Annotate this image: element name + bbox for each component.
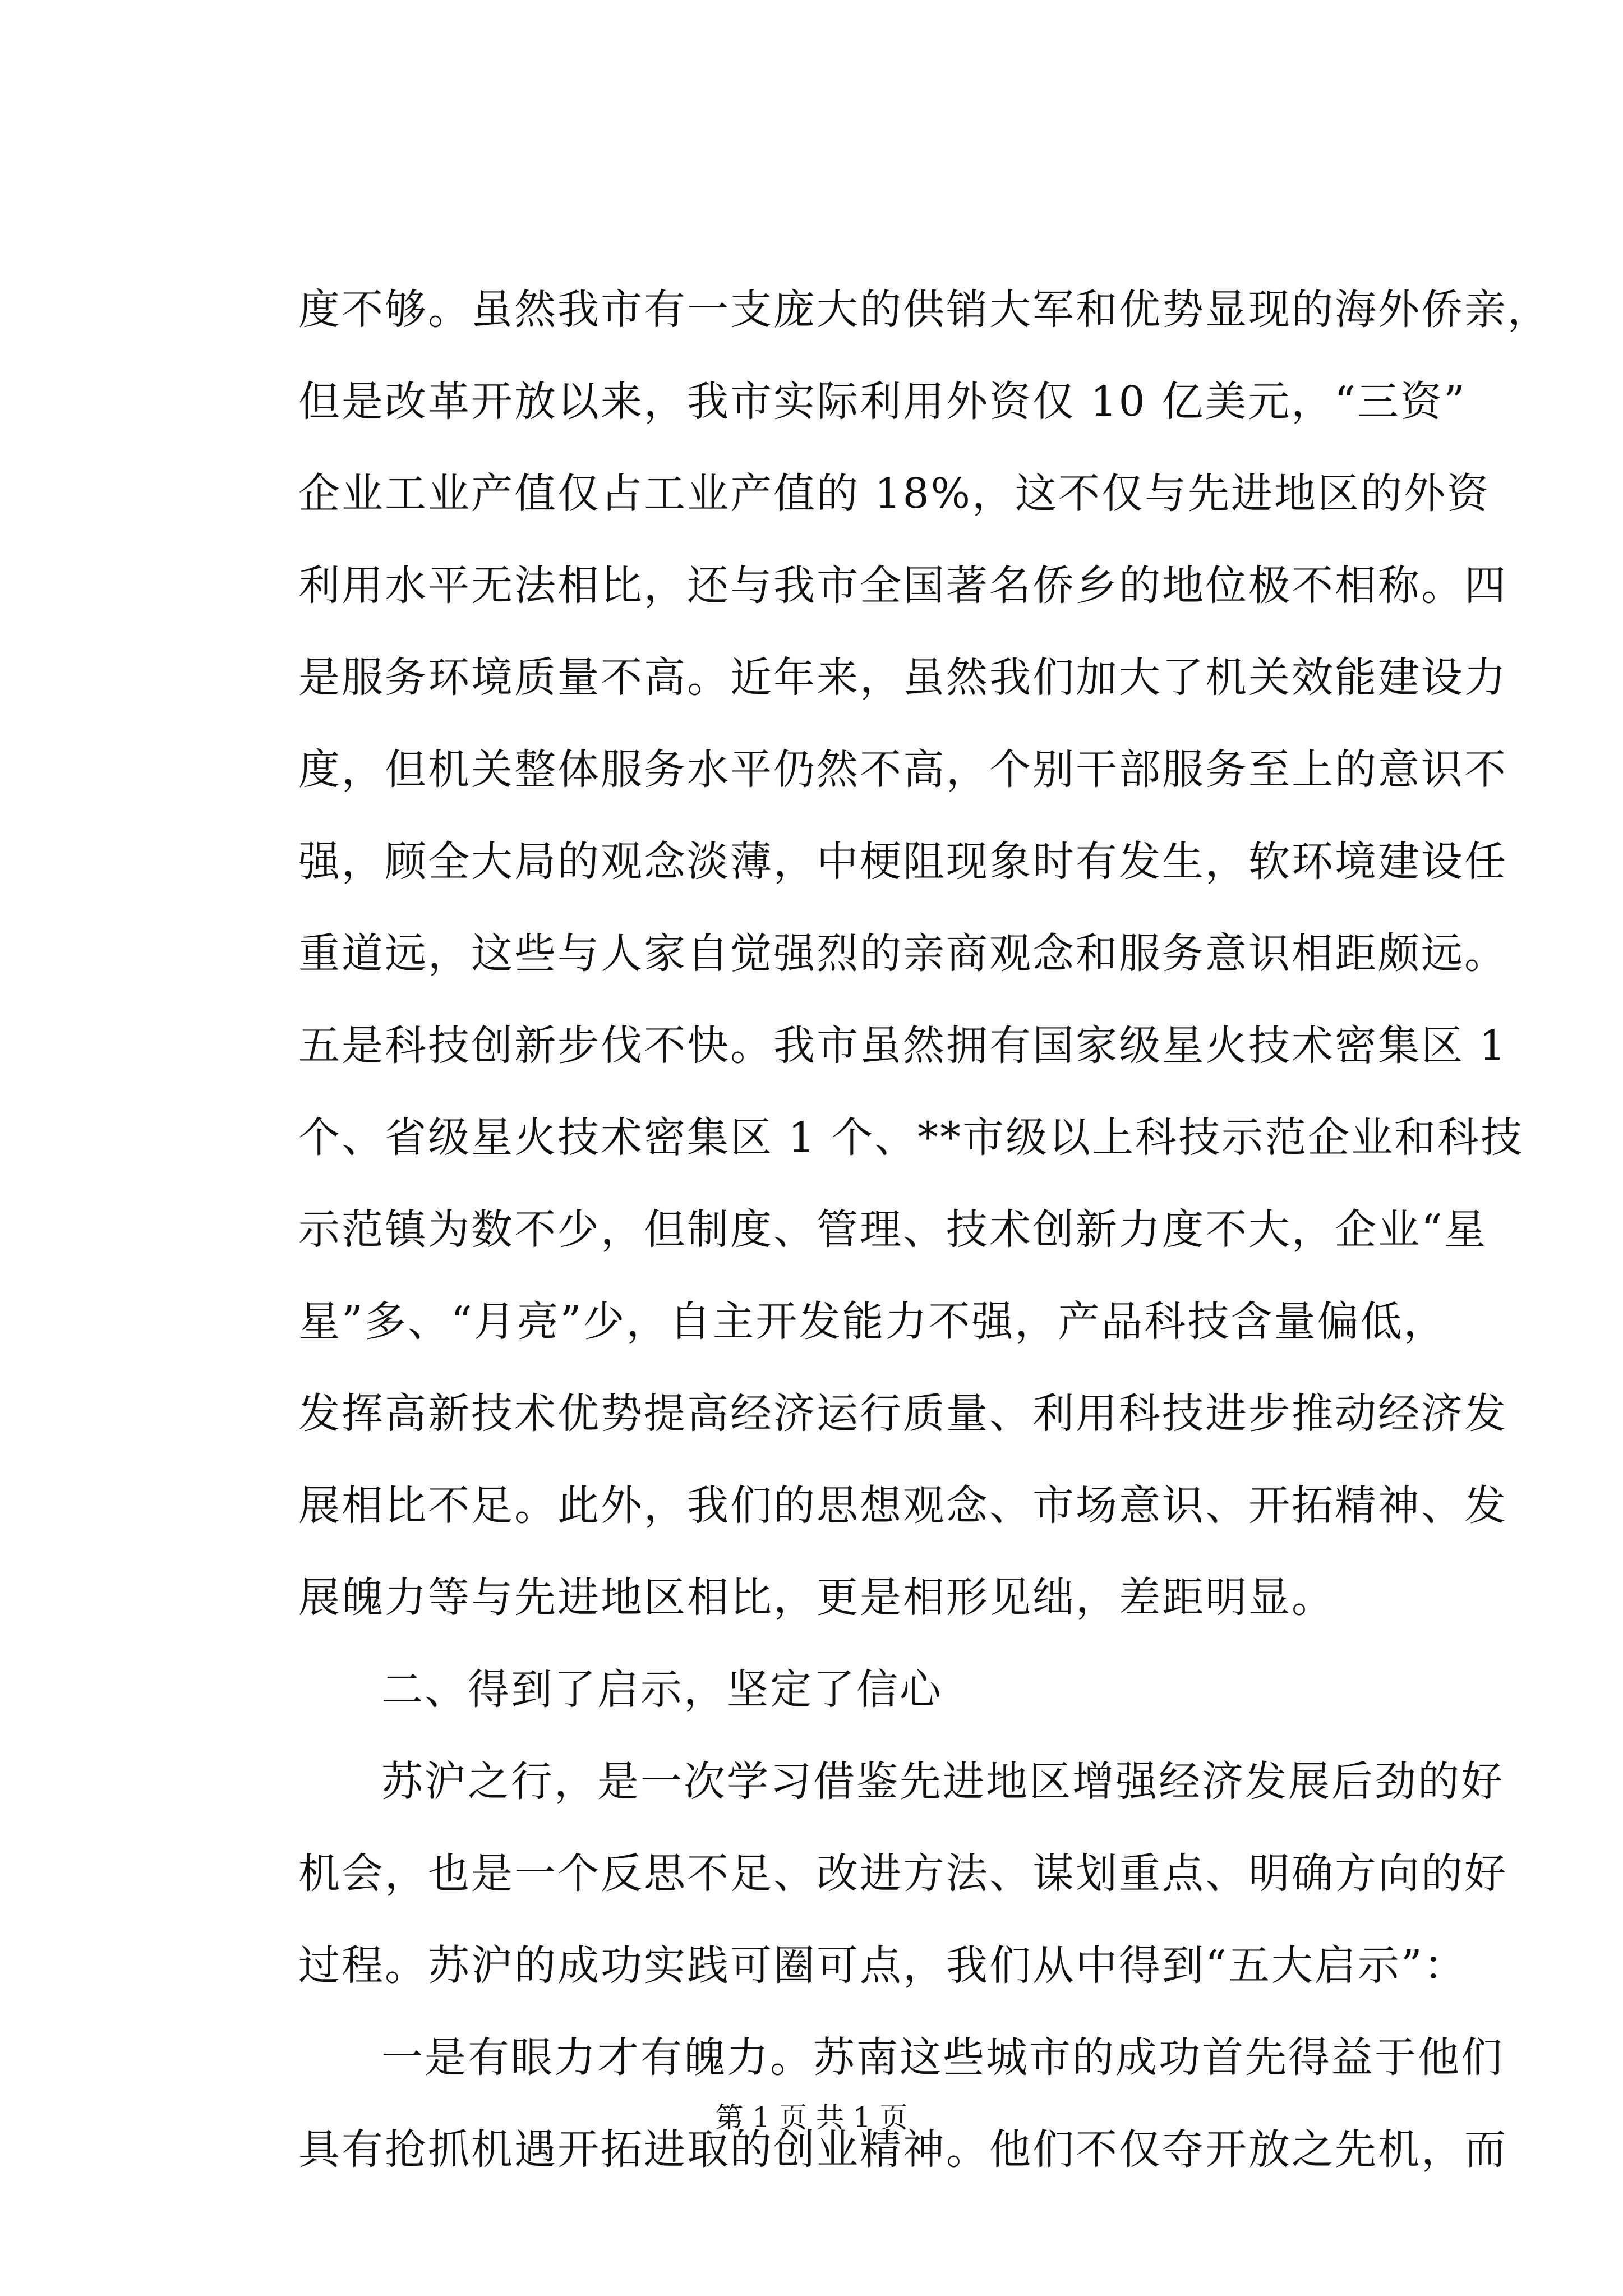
text-line: 重道远，这些与人家自觉强烈的亲商观念和服务意识相距颇远。 [298, 930, 1507, 978]
text-line: 五是科技创新步伐不快。我市虽然拥有国家级星火技术密集区 1 [298, 1022, 1507, 1070]
text-line: 但是改革开放以来，我市实际利用外资仅 10 亿美元，“三资” [298, 378, 1467, 426]
text-line: 度，但机关整体服务水平仍然不高，个别干部服务至上的意识不 [298, 746, 1507, 794]
text-line: 发挥高新技术优势提高经济运行质量、利用科技进步推动经济发 [298, 1389, 1507, 1438]
text-line: 苏沪之行，是一次学习借鉴先进地区增强经济发展后劲的好 [381, 1757, 1504, 1806]
page-number-footer: 第 1 页 共 1 页 [715, 2101, 908, 2134]
text-line: 是服务环境质量不高。近年来，虽然我们加大了机关效能建设力 [298, 654, 1507, 702]
text-line: 一是有眼力才有魄力。苏南这些城市的成功首先得益于他们 [381, 2033, 1504, 2082]
text-line: 星”多、“月亮”少，自主开发能力不强，产品科技含量偏低， [298, 1297, 1447, 1346]
text-line: 机会，也是一个反思不足、改进方法、谋划重点、明确方向的好 [298, 1849, 1507, 1898]
text-line: 示范镇为数不少，但制度、管理、技术创新力度不大，企业“星 [298, 1205, 1487, 1254]
text-line: 度不够。虽然我市有一支庞大的供销大军和优势显现的海外侨亲， [298, 286, 1551, 334]
text-line: 过程。苏沪的成功实践可圈可点，我们从中得到“五大启示”： [298, 1941, 1467, 1990]
text-line: 展相比不足。此外，我们的思想观念、市场意识、开拓精神、发 [298, 1481, 1507, 1530]
document-body [298, 264, 1551, 2196]
text-line: 具有抢抓机遇开拓进取的创业精神。他们不仅夺开放之先机，而 [298, 2125, 1507, 2174]
text-line: 个、省级星火技术密集区 1 个、**市级以上科技示范企业和科技 [298, 1114, 1524, 1162]
text-line: 强，顾全大局的观念淡薄，中梗阻现象时有发生，软环境建设任 [298, 838, 1507, 886]
text-line: 展魄力等与先进地区相比，更是相形见绌，差距明显。 [298, 1573, 1335, 1622]
text-line: 企业工业产值仅占工业产值的 18%，这不仅与先进地区的外资 [298, 470, 1490, 518]
section-heading: 二、得到了启示，坚定了信心 [381, 1665, 943, 1714]
text-line: 利用水平无法相比，还与我市全国著名侨乡的地位极不相称。四 [298, 562, 1507, 610]
